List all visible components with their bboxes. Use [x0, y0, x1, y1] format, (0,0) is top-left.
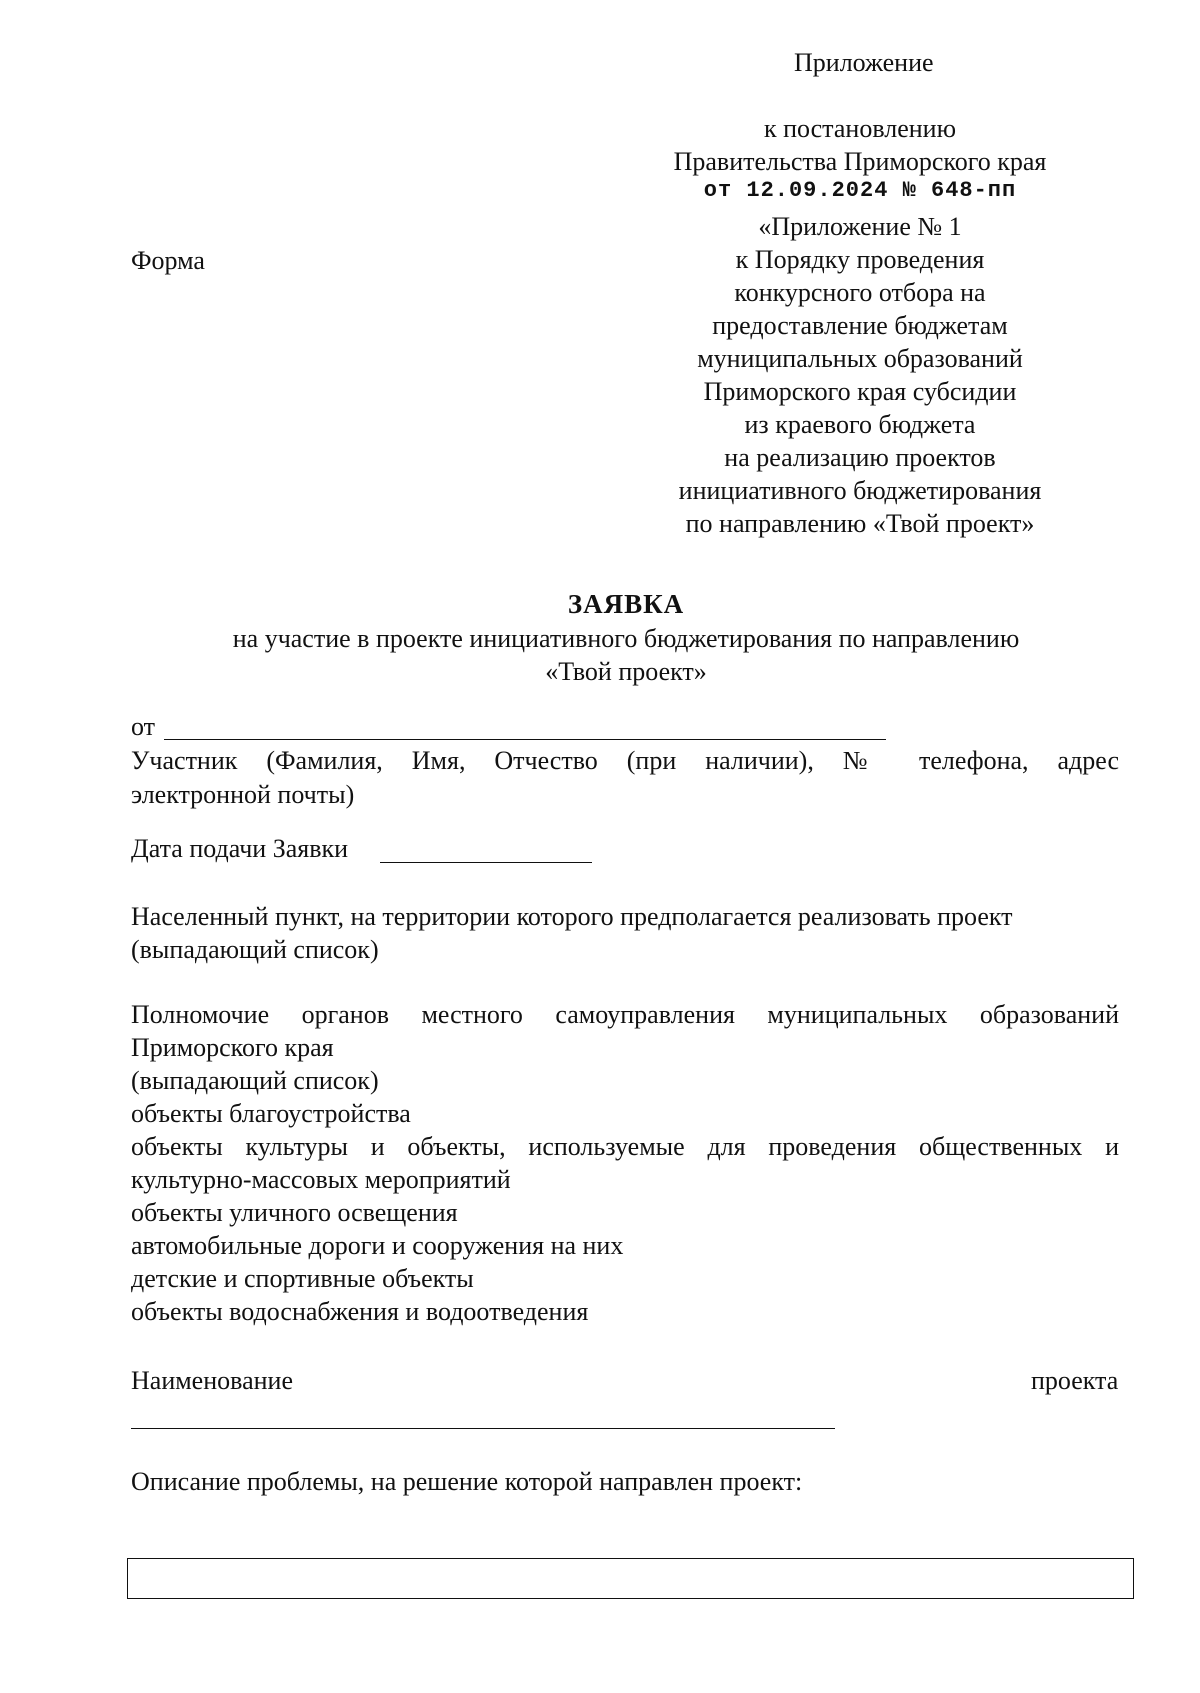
- order-line: из краевого бюджета: [744, 410, 976, 439]
- document-subtitle-2: «Твой проект»: [545, 657, 707, 686]
- order-line: на реализацию проектов: [724, 443, 996, 472]
- decree-line: к постановлению: [763, 114, 957, 143]
- settlement-dropdown-hint[interactable]: (выпадающий список): [131, 935, 379, 964]
- project-name-label-right: проекта: [1031, 1366, 1119, 1395]
- appendix-number: «Приложение № 1: [758, 212, 962, 241]
- submission-date-label: Дата подачи Заявки: [131, 834, 349, 863]
- from-label: от: [131, 712, 156, 741]
- authority-option[interactable]: объекты благоустройства: [131, 1099, 411, 1128]
- authority-option[interactable]: объекты уличного освещения: [131, 1198, 458, 1227]
- document-subtitle: на участие в проекте инициативного бюджетирования по направлению: [232, 624, 1020, 653]
- order-line: конкурсного отбора на: [734, 278, 986, 307]
- document-title: ЗАЯВКА: [567, 589, 685, 619]
- participant-caption-2: электронной почты): [131, 780, 355, 809]
- settlement-label: Населенный пункт, на территории которого предполагается реализовать проект: [131, 902, 1013, 931]
- problem-description-label: Описание проблемы, на решение которой направлен проект:: [131, 1467, 803, 1496]
- authority-option[interactable]: автомобильные дороги и сооружения на них: [131, 1231, 624, 1260]
- decree-number: от 12.09.2024 № 648-пп: [703, 178, 1017, 203]
- authority-dropdown-hint[interactable]: (выпадающий список): [131, 1066, 379, 1095]
- order-line: инициативного бюджетирования: [678, 476, 1042, 505]
- order-line: муниципальных образований: [697, 344, 1023, 373]
- authority-label-2: Приморского края: [131, 1033, 334, 1062]
- authority-option[interactable]: детские и спортивные объекты: [131, 1264, 474, 1293]
- form-label: Форма: [131, 246, 205, 275]
- submission-date-input-line[interactable]: [380, 862, 592, 863]
- decree-reference: [640, 112, 1080, 204]
- order-line: предоставление бюджетам: [712, 311, 1008, 340]
- authority-option[interactable]: объекты культуры и объекты, используемые для проведения общественных и: [131, 1132, 1119, 1161]
- order-line: к Порядку проведения: [735, 245, 985, 274]
- decree-line: Правительства Приморского края: [673, 147, 1047, 176]
- order-line: по направлению «Твой проект»: [685, 509, 1035, 538]
- problem-description-field[interactable]: [127, 1558, 1134, 1599]
- authority-option[interactable]: культурно-массовых мероприятий: [131, 1165, 511, 1194]
- participant-caption: Участник (Фамилия, Имя, Отчество (при наличии), № телефона, адрес: [131, 746, 1119, 775]
- project-name-input-line[interactable]: [131, 1428, 835, 1429]
- participant-input-line[interactable]: [164, 739, 886, 740]
- project-name-label: Наименование: [131, 1366, 293, 1395]
- authority-label: Полномочие органов местного самоуправления муниципальных образований: [131, 1000, 1119, 1029]
- order-reference: [640, 210, 1080, 540]
- authority-option[interactable]: объекты водоснабжения и водоотведения: [131, 1297, 589, 1326]
- order-line: Приморского края субсидии: [703, 377, 1017, 406]
- appendix-label: Приложение: [794, 48, 934, 77]
